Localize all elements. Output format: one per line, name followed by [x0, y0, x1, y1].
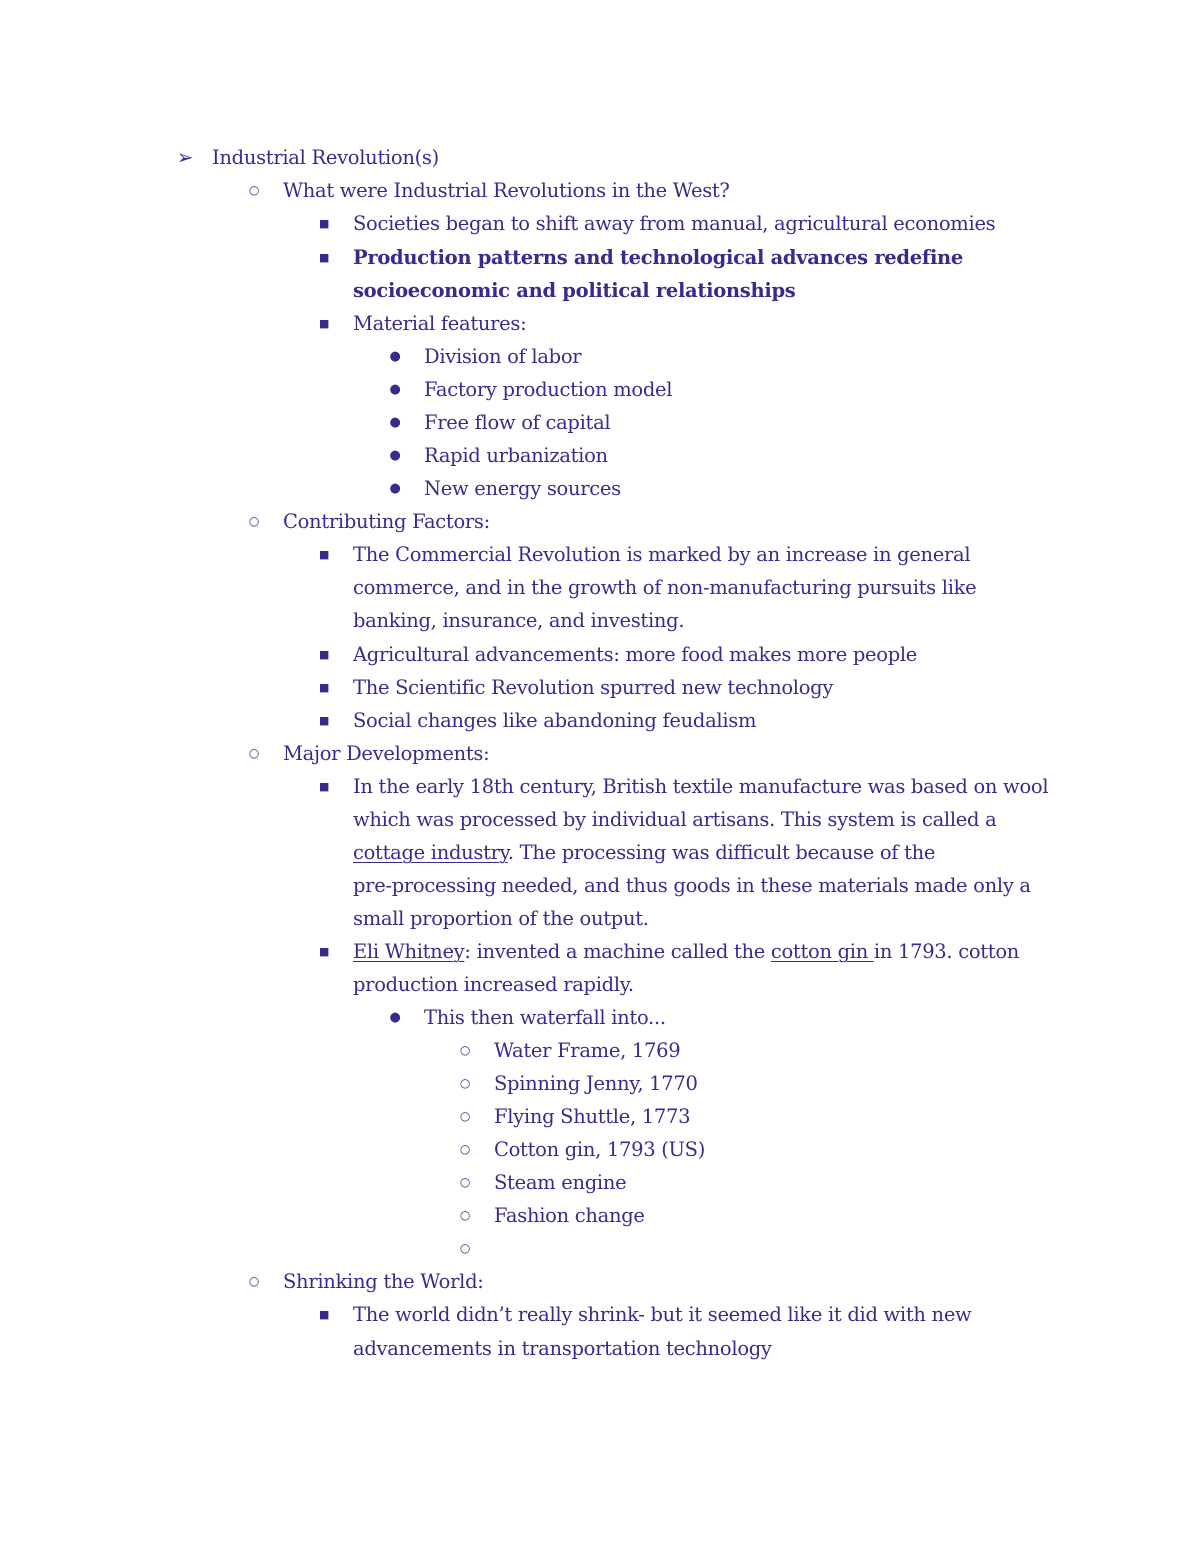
list-item-text: Water Frame, 1769: [494, 1039, 681, 1062]
section-title: Shrinking the World:: [283, 1270, 484, 1293]
circle-bullet-icon: ○: [248, 1274, 260, 1288]
section-title: Contributing Factors:: [283, 510, 490, 533]
circle-bullet-icon: ○: [248, 514, 260, 528]
list-item-text: production increased rapidly.: [353, 973, 634, 996]
circle-bullet-icon: ○: [248, 183, 260, 197]
square-bullet-icon: ■: [318, 681, 330, 694]
circle-bullet-icon: ○: [459, 1076, 471, 1090]
square-bullet-icon: ■: [318, 714, 330, 727]
list-item-text: Rapid urbanization: [424, 444, 608, 467]
list-item-text: [353, 935, 1019, 968]
list-item-text: In the early 18th century, British textile manufacture was based on wool: [353, 775, 1049, 798]
circle-bullet-icon: ○: [248, 746, 260, 760]
square-bullet-icon: ■: [318, 548, 330, 561]
list-item-text: Fashion change: [494, 1204, 645, 1227]
cotton-gin-term: cotton gin: [770, 940, 874, 963]
dot-bullet-icon: ●: [389, 415, 401, 430]
dot-bullet-icon: ●: [389, 349, 401, 364]
list-item-text: Factory production model: [424, 378, 673, 401]
list-item-text: The Commercial Revolution is marked by an increase in general: [353, 543, 971, 566]
list-item-text: New energy sources: [424, 477, 621, 500]
list-item-text: This then waterfall into...: [424, 1006, 666, 1029]
dot-bullet-icon: ●: [389, 1010, 401, 1025]
list-item-text: small proportion of the output.: [353, 907, 649, 930]
list-item-text: Production patterns and technological advances redefine: [353, 246, 964, 269]
list-item-text: The Scientific Revolution spurred new technology: [353, 676, 834, 699]
list-item-text: advancements in transportation technology: [353, 1337, 772, 1360]
list-item-text: [353, 836, 935, 869]
square-bullet-icon: ■: [318, 1308, 330, 1321]
dot-bullet-icon: ●: [389, 382, 401, 397]
list-item-text: socioeconomic and political relationships: [353, 279, 796, 302]
list-item-text: which was processed by individual artisans. This system is called a: [353, 808, 997, 831]
list-item-text: Societies began to shift away from manual, agricultural economies: [353, 212, 996, 235]
list-item-text-part: in 1793. cotton: [873, 940, 1020, 963]
square-bullet-icon: ■: [318, 317, 330, 330]
circle-bullet-icon: ○: [459, 1175, 471, 1189]
list-item-text: banking, insurance, and investing.: [353, 609, 685, 632]
list-item-text: Material features:: [353, 312, 527, 335]
dot-bullet-icon: ●: [389, 481, 401, 496]
list-item-text: Division of labor: [424, 345, 582, 368]
arrow-bullet-icon: ➢: [176, 145, 194, 169]
circle-bullet-icon: ○: [459, 1241, 471, 1255]
circle-bullet-icon: ○: [459, 1109, 471, 1123]
document-heading: Industrial Revolution(s): [212, 146, 439, 169]
list-item-text-part: : invented a machine called the: [464, 940, 771, 963]
list-item-text: Free flow of capital: [424, 411, 611, 434]
section-title: Major Developments:: [283, 742, 490, 765]
list-item-text: pre-processing needed, and thus goods in these materials made only a: [353, 874, 1031, 897]
list-item-text: The world didn’t really shrink- but it seemed like it did with new: [353, 1303, 972, 1326]
list-item-text: Agricultural advancements: more food makes more people: [353, 643, 918, 666]
circle-bullet-icon: ○: [459, 1043, 471, 1057]
list-item-text: commerce, and in the growth of non-manufacturing pursuits like: [353, 576, 977, 599]
list-item-text: Cotton gin, 1793 (US): [494, 1138, 706, 1161]
list-item-text: Social changes like abandoning feudalism: [353, 709, 757, 732]
circle-bullet-icon: ○: [459, 1142, 471, 1156]
square-bullet-icon: ■: [318, 217, 330, 230]
dot-bullet-icon: ●: [389, 448, 401, 463]
square-bullet-icon: ■: [318, 251, 330, 264]
square-bullet-icon: ■: [318, 945, 330, 958]
list-item-text: Steam engine: [494, 1171, 627, 1194]
square-bullet-icon: ■: [318, 648, 330, 661]
square-bullet-icon: ■: [318, 780, 330, 793]
list-item-text-tail: . The processing was difficult because of the: [507, 841, 936, 864]
circle-bullet-icon: ○: [459, 1208, 471, 1222]
list-item-text: Spinning Jenny, 1770: [494, 1072, 698, 1095]
eli-whitney-term: Eli Whitney: [353, 940, 465, 963]
section-title: What were Industrial Revolutions in the West?: [283, 179, 730, 202]
cottage-industry-term: cottage industry: [353, 841, 508, 864]
list-item-text: Flying Shuttle, 1773: [494, 1105, 691, 1128]
